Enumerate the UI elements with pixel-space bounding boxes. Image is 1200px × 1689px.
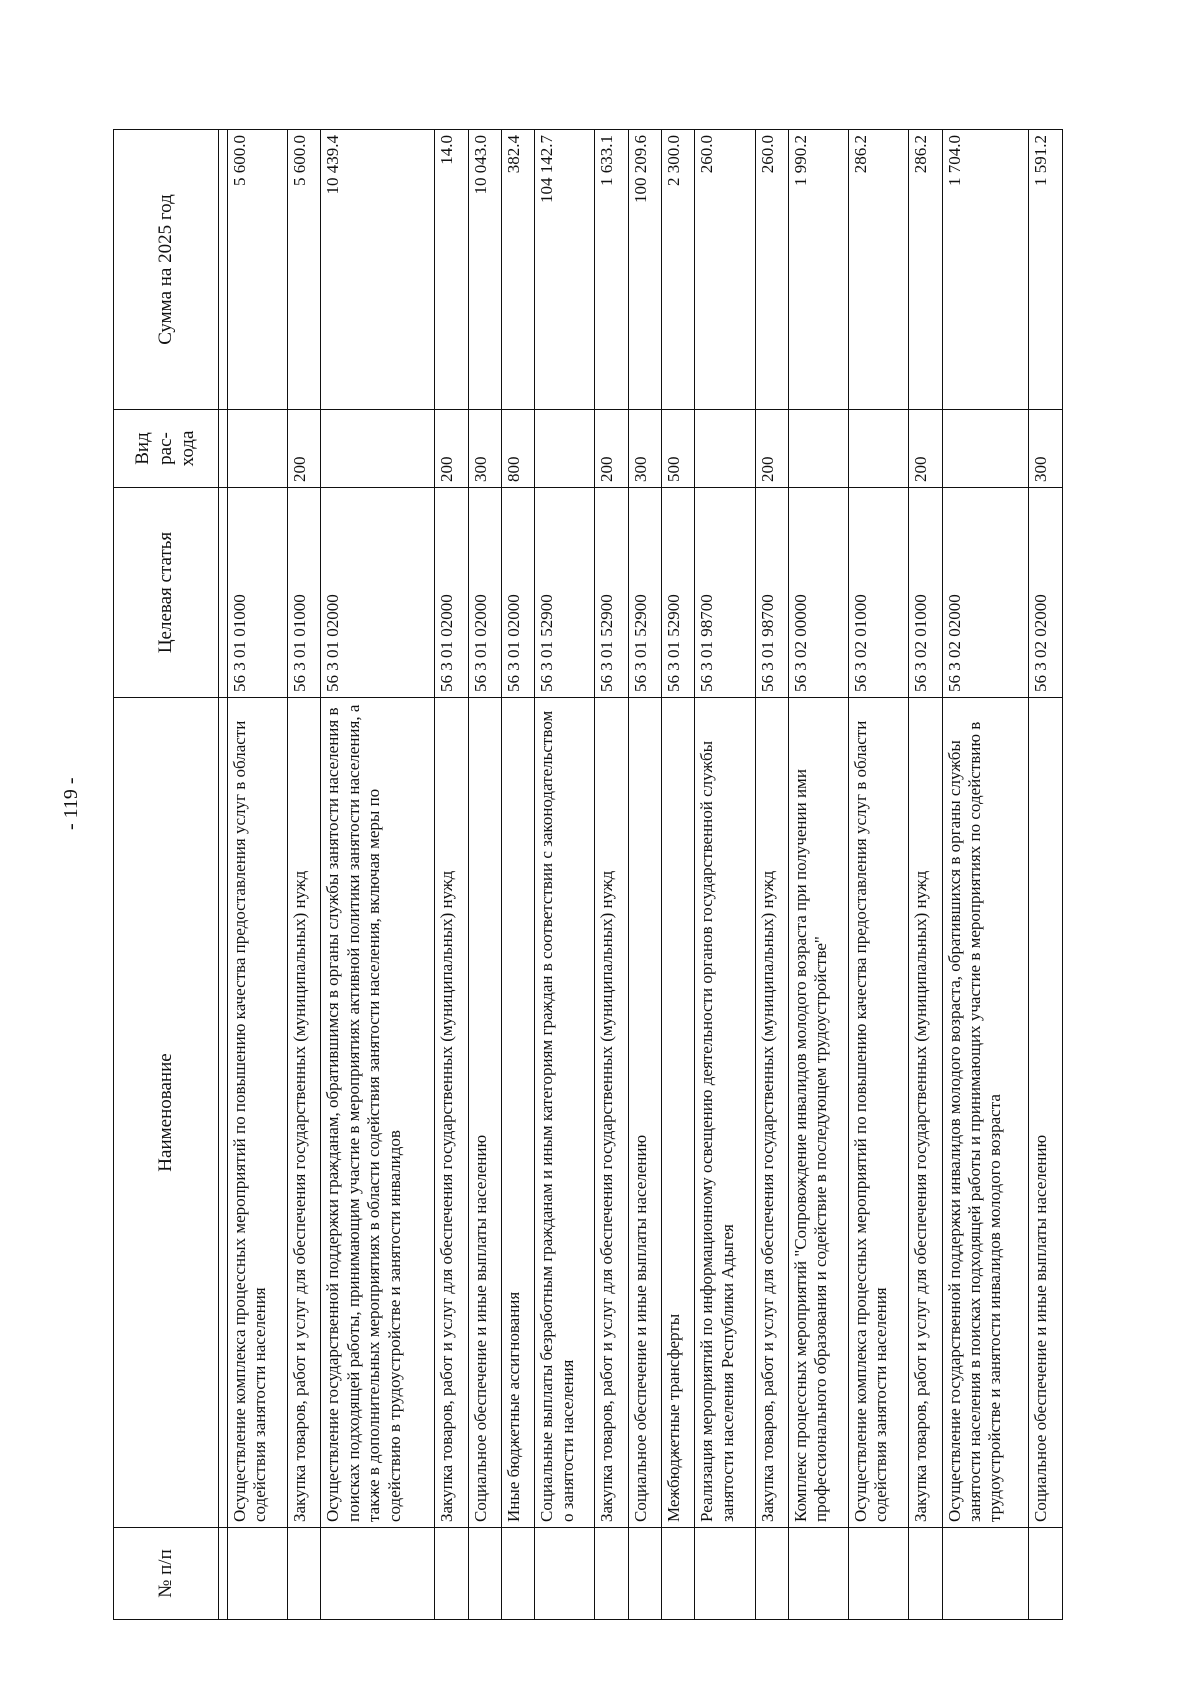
row-name-cell: Закупка товаров, работ и услуг для обеспечения государственных (муниципальных) нужд bbox=[909, 698, 942, 1528]
row-number-cell bbox=[501, 1528, 534, 1620]
row-type-cell: 200 bbox=[288, 410, 321, 488]
row-target-cell: 56 3 02 02000 bbox=[942, 488, 1029, 698]
row-target-cell: 56 3 01 52900 bbox=[535, 488, 595, 698]
row-target-cell: 56 3 01 02000 bbox=[468, 488, 501, 698]
row-sum-cell: 1 990.2 bbox=[788, 130, 848, 410]
row-sum-cell: 14.0 bbox=[435, 130, 468, 410]
spacer-cell bbox=[219, 698, 228, 1528]
table-row bbox=[435, 130, 468, 1620]
row-number-cell bbox=[435, 1528, 468, 1620]
row-sum-cell: 1 591.2 bbox=[1029, 130, 1063, 410]
row-sum-cell: 100 209.6 bbox=[628, 130, 661, 410]
table-row bbox=[788, 130, 848, 1620]
row-target-cell: 56 3 01 52900 bbox=[595, 488, 628, 698]
row-name-cell: Закупка товаров, работ и услуг для обеспечения государственных (муниципальных) нужд bbox=[595, 698, 628, 1528]
row-type-cell: 300 bbox=[628, 410, 661, 488]
row-target-cell: 56 3 01 02000 bbox=[321, 488, 435, 698]
spacer-cell bbox=[219, 130, 228, 410]
row-name-cell: Комплекс процессных мероприятий "Сопровождение инвалидов молодого возраста при получении ими профессионального образования и содействие в последующем трудоустройстве" bbox=[788, 698, 848, 1528]
header-sum: Сумма на 2025 год bbox=[114, 130, 219, 410]
row-type-cell bbox=[535, 410, 595, 488]
row-sum-cell: 10 439.4 bbox=[321, 130, 435, 410]
row-name-cell: Реализация мероприятий по информационному освещению деятельности органов государственной службы занятости населения Республики Адыгея bbox=[695, 698, 755, 1528]
header-type: Вид рас- хода bbox=[114, 410, 219, 488]
row-sum-cell: 5 600.0 bbox=[288, 130, 321, 410]
row-sum-cell: 2 300.0 bbox=[662, 130, 695, 410]
column-number-row bbox=[219, 130, 228, 1620]
table-row bbox=[942, 130, 1029, 1620]
table-row bbox=[535, 130, 595, 1620]
row-number-cell bbox=[468, 1528, 501, 1620]
row-target-cell: 56 3 01 02000 bbox=[435, 488, 468, 698]
rotated-table-container bbox=[113, 130, 1063, 1620]
row-type-cell bbox=[228, 410, 288, 488]
table-row bbox=[595, 130, 628, 1620]
row-name-cell: Иные бюджетные ассигнования bbox=[501, 698, 534, 1528]
header-row bbox=[114, 130, 219, 1620]
row-sum-cell: 286.2 bbox=[909, 130, 942, 410]
table-row bbox=[288, 130, 321, 1620]
row-number-cell bbox=[288, 1528, 321, 1620]
row-sum-cell: 104 142.7 bbox=[535, 130, 595, 410]
row-number-cell bbox=[595, 1528, 628, 1620]
row-type-cell: 500 bbox=[662, 410, 695, 488]
row-target-cell: 56 3 01 98700 bbox=[695, 488, 755, 698]
table-row bbox=[695, 130, 755, 1620]
row-number-cell bbox=[755, 1528, 788, 1620]
spacer-cell bbox=[219, 410, 228, 488]
table-row bbox=[628, 130, 661, 1620]
row-number-cell bbox=[849, 1528, 909, 1620]
row-target-cell: 56 3 01 01000 bbox=[228, 488, 288, 698]
row-name-cell: Закупка товаров, работ и услуг для обеспечения государственных (муниципальных) нужд bbox=[435, 698, 468, 1528]
row-type-cell: 200 bbox=[595, 410, 628, 488]
row-sum-cell: 260.0 bbox=[755, 130, 788, 410]
row-target-cell: 56 3 01 98700 bbox=[755, 488, 788, 698]
row-name-cell: Социальное обеспечение и иные выплаты населению bbox=[1029, 698, 1063, 1528]
row-number-cell bbox=[1029, 1528, 1063, 1620]
row-target-cell: 56 3 02 02000 bbox=[1029, 488, 1063, 698]
row-number-cell bbox=[628, 1528, 661, 1620]
row-type-cell bbox=[321, 410, 435, 488]
row-target-cell: 56 3 01 01000 bbox=[288, 488, 321, 698]
row-type-cell: 300 bbox=[1029, 410, 1063, 488]
row-target-cell: 56 3 02 01000 bbox=[849, 488, 909, 698]
table-row bbox=[909, 130, 942, 1620]
row-type-cell bbox=[788, 410, 848, 488]
table-row bbox=[468, 130, 501, 1620]
row-sum-cell: 10 043.0 bbox=[468, 130, 501, 410]
table-body bbox=[219, 130, 1063, 1620]
row-number-cell bbox=[535, 1528, 595, 1620]
budget-table bbox=[113, 129, 1063, 1620]
row-number-cell bbox=[228, 1528, 288, 1620]
row-type-cell bbox=[942, 410, 1029, 488]
row-type-cell: 800 bbox=[501, 410, 534, 488]
table-row bbox=[755, 130, 788, 1620]
row-name-cell: Осуществление государственной поддержки инвалидов молодого возраста, обратившихся в органы службы занятости населения в поисках подходящей работы и принимающих участие в мероприятиях по содействию в трудоустройстве и занятости инвалидов молодого возраста bbox=[942, 698, 1029, 1528]
row-type-cell: 200 bbox=[909, 410, 942, 488]
row-name-cell: Осуществление комплекса процессных мероприятий по повышению качества предоставления услуг в области содействия занятости населения bbox=[228, 698, 288, 1528]
row-number-cell bbox=[788, 1528, 848, 1620]
row-type-cell: 200 bbox=[755, 410, 788, 488]
row-target-cell: 56 3 02 00000 bbox=[788, 488, 848, 698]
row-target-cell: 56 3 02 01000 bbox=[909, 488, 942, 698]
table-row bbox=[228, 130, 288, 1620]
row-sum-cell: 260.0 bbox=[695, 130, 755, 410]
row-name-cell: Закупка товаров, работ и услуг для обеспечения государственных (муниципальных) нужд bbox=[288, 698, 321, 1528]
row-name-cell: Осуществление государственной поддержки гражданам, обратившимся в органы службы занятости населения в поисках подходящей работы, принимающим участие в мероприятиях активной политики занятости населения, а также в дополнительных мероприятиях в области содействия занятости населения, включая меры по содействию в трудоустройстве и занятости инвалидов bbox=[321, 698, 435, 1528]
page-number: - 119 - bbox=[60, 777, 82, 830]
spacer-cell bbox=[219, 488, 228, 698]
table-row bbox=[501, 130, 534, 1620]
row-name-cell: Осуществление комплекса процессных мероприятий по повышению качества предоставления услуг в области содействия занятости населения bbox=[849, 698, 909, 1528]
row-type-cell: 300 bbox=[468, 410, 501, 488]
header-num: № п/п bbox=[114, 1528, 219, 1620]
row-sum-cell: 382.4 bbox=[501, 130, 534, 410]
row-type-cell: 200 bbox=[435, 410, 468, 488]
row-name-cell: Социальное обеспечение и иные выплаты населению bbox=[628, 698, 661, 1528]
row-name-cell: Социальные выплаты безработным гражданам и иным категориям граждан в соответствии с законодательством о занятости населения bbox=[535, 698, 595, 1528]
spacer-cell bbox=[219, 1528, 228, 1620]
row-sum-cell: 5 600.0 bbox=[228, 130, 288, 410]
table-row bbox=[321, 130, 435, 1620]
row-target-cell: 56 3 01 52900 bbox=[628, 488, 661, 698]
row-target-cell: 56 3 01 52900 bbox=[662, 488, 695, 698]
row-number-cell bbox=[695, 1528, 755, 1620]
row-number-cell bbox=[942, 1528, 1029, 1620]
row-type-cell bbox=[695, 410, 755, 488]
row-name-cell: Социальное обеспечение и иные выплаты населению bbox=[468, 698, 501, 1528]
row-sum-cell: 1 633.1 bbox=[595, 130, 628, 410]
row-number-cell bbox=[909, 1528, 942, 1620]
row-number-cell bbox=[321, 1528, 435, 1620]
table-row bbox=[662, 130, 695, 1620]
row-number-cell bbox=[662, 1528, 695, 1620]
table-row bbox=[849, 130, 909, 1620]
row-target-cell: 56 3 01 02000 bbox=[501, 488, 534, 698]
table-row bbox=[1029, 130, 1063, 1620]
header-target: Целевая статья bbox=[114, 488, 219, 698]
header-name: Наименование bbox=[114, 698, 219, 1528]
row-type-cell bbox=[849, 410, 909, 488]
row-sum-cell: 286.2 bbox=[849, 130, 909, 410]
row-name-cell: Межбюджетные трансферты bbox=[662, 698, 695, 1528]
row-sum-cell: 1 704.0 bbox=[942, 130, 1029, 410]
row-name-cell: Закупка товаров, работ и услуг для обеспечения государственных (муниципальных) нужд bbox=[755, 698, 788, 1528]
